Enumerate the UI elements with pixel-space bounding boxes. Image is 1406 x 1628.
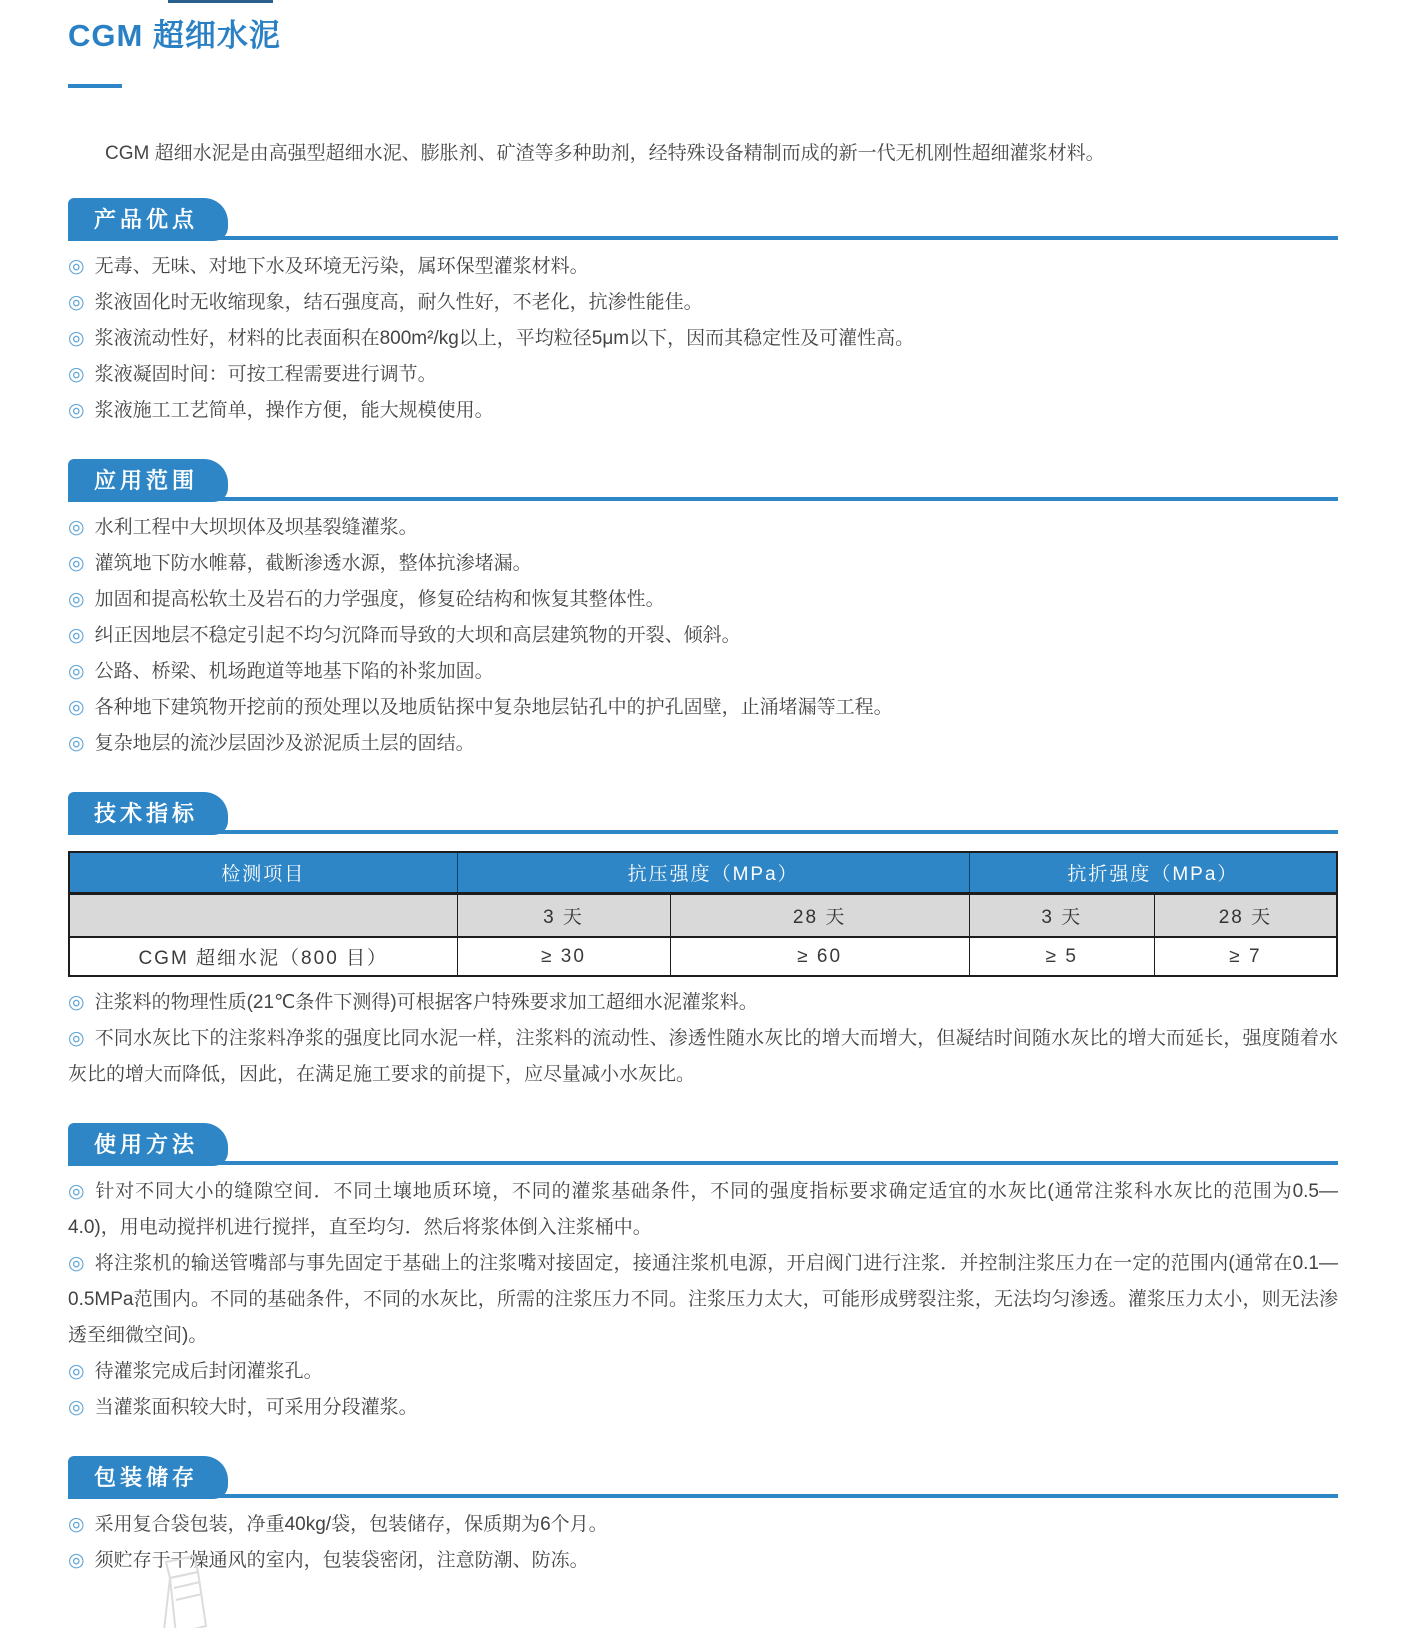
section-packaging-storage: [68, 1456, 1338, 1579]
section-product-advantages: [68, 198, 1338, 429]
list-item-text: 纠正因地层不稳定引起不均匀沉降而导致的大坝和高层建筑物的开裂、倾斜。: [94, 625, 741, 646]
bullet-icon: ◎: [68, 1028, 85, 1049]
list-item-text: 当灌浆面积较大时，可采用分段灌浆。: [94, 1397, 418, 1418]
bullet-icon: ◎: [68, 733, 85, 754]
applications-list: [68, 510, 1338, 762]
section-header: [68, 198, 1338, 241]
value-cell: ≥ 60: [670, 937, 969, 976]
bullet-icon: ◎: [68, 697, 85, 718]
intro-paragraph: CGM 超细水泥是由高强型超细水泥、膨胀剂、矿渣等多种助剂，经特殊设备精制而成的新一代无机刚性超细灌浆材料。: [105, 143, 1105, 164]
tech-specs-table: [68, 851, 1338, 977]
list-item: [68, 1507, 1338, 1543]
cement-bag-watermark-image: [136, 1548, 222, 1628]
value-cell: ≥ 30: [457, 937, 670, 976]
bullet-icon: ◎: [68, 625, 85, 646]
bullet-icon: ◎: [68, 1253, 85, 1274]
table-header-row: [69, 852, 1337, 894]
list-item: [68, 1174, 1338, 1246]
section-header: [68, 1123, 1338, 1166]
list-item-text: 须贮存于干燥通风的室内，包装袋密闭，注意防潮、防冻。: [94, 1550, 589, 1571]
list-item: [68, 985, 1338, 1021]
list-item: [68, 582, 1338, 618]
page-title: CGM 超细水泥: [68, 18, 281, 53]
section-badge: 应用范围: [68, 459, 228, 502]
col-header-flexural-strength: 抗折强度（MPa）: [969, 852, 1337, 894]
value-cell: ≥ 7: [1154, 937, 1337, 976]
list-item: [68, 1543, 1338, 1579]
value-cell: ≥ 5: [969, 937, 1154, 976]
list-item: [68, 1354, 1338, 1390]
bullet-icon: ◎: [68, 364, 85, 385]
subheader-3days: 3 天: [457, 894, 670, 938]
list-item-text: 复杂地层的流沙层固沙及淤泥质土层的固结。: [94, 733, 475, 754]
list-item: [68, 1021, 1338, 1093]
bullet-icon: ◎: [68, 1361, 85, 1382]
section-technical-specs: [68, 792, 1338, 1093]
bullet-icon: ◎: [68, 328, 85, 349]
bullet-icon: ◎: [68, 256, 85, 277]
bullet-icon: ◎: [68, 1181, 86, 1202]
table-row: [69, 937, 1337, 976]
table-subheader-row: [69, 894, 1337, 938]
list-item: [68, 249, 1338, 285]
list-item-text: 浆液流动性好，材料的比表面积在800m²/kg以上，平均粒径5μm以下，因而其稳定性及可灌性高。: [94, 328, 915, 349]
usage-steps-list: [68, 1174, 1338, 1426]
bullet-icon: ◎: [68, 1514, 85, 1535]
bullet-icon: ◎: [68, 661, 85, 682]
subheader-28days: 28 天: [1154, 894, 1337, 938]
list-item-text: 将注浆机的输送管嘴部与事先固定于基础上的注浆嘴对接固定，接通注浆机电源，开启阀门进行注浆．并控制注浆压力在一定的范围内(通常在0.1—0.5MPa范围内。不同的基础条件，不同的水灰比，所需的注浆压力不同。注浆压力太大，可能形成劈裂注浆，无法均匀渗透。灌浆压力太小，则无法渗透至细微空间)。: [68, 1253, 1338, 1346]
subheader-3days: 3 天: [969, 894, 1154, 938]
list-item-text: 针对不同大小的缝隙空间．不同土壤地质环境，不同的灌浆基础条件，不同的强度指标要求确定适宜的水灰比(通常注浆科水灰比的范围为0.5—4.0)，用电动搅拌机进行搅拌，直至均匀．然后将浆体倒入注浆桶中。: [68, 1181, 1338, 1238]
list-item: [68, 285, 1338, 321]
page-top-crop-artifact: [168, 0, 273, 3]
section-application-range: [68, 459, 1338, 762]
section-badge: 使用方法: [68, 1123, 228, 1166]
list-item: [68, 393, 1338, 429]
row-label: CGM 超细水泥（800 目）: [69, 937, 457, 976]
section-badge: 技术指标: [68, 792, 228, 835]
section-header: [68, 1456, 1338, 1499]
list-item: [68, 654, 1338, 690]
subheader-28days: 28 天: [670, 894, 969, 938]
list-item-text: 加固和提高松软土及岩石的力学强度，修复砼结构和恢复其整体性。: [94, 589, 665, 610]
list-item: [68, 618, 1338, 654]
list-item-text: 采用复合袋包装，净重40kg/袋，包装储存，保质期为6个月。: [94, 1514, 608, 1535]
packaging-list: [68, 1507, 1338, 1579]
list-item-text: 不同水灰比下的注浆料净浆的强度比同水泥一样，注浆料的流动性、渗透性随水灰比的增大而增大，但凝结时间随水灰比的增大而延长，强度随着水灰比的增大而降低，因此，在满足施工要求的前提下，应尽量减小水灰比。: [68, 1028, 1338, 1085]
advantages-list: [68, 249, 1338, 429]
empty-cell: [69, 894, 457, 938]
bullet-icon: ◎: [68, 992, 85, 1013]
list-item-text: 公路、桥梁、机场跑道等地基下陷的补浆加固。: [94, 661, 494, 682]
section-header: [68, 459, 1338, 502]
page-header: [68, 16, 1338, 88]
bullet-icon: ◎: [68, 400, 85, 421]
list-item: [68, 510, 1338, 546]
list-item-text: 灌筑地下防水帷幕，截断渗透水源，整体抗渗堵漏。: [94, 553, 532, 574]
list-item: [68, 726, 1338, 762]
list-item-text: 浆液固化时无收缩现象，结石强度高，耐久性好，不老化，抗渗性能佳。: [94, 292, 703, 313]
list-item-text: 待灌浆完成后封闭灌浆孔。: [94, 1361, 323, 1382]
section-usage-method: [68, 1123, 1338, 1426]
list-item-text: 浆液凝固时间：可按工程需要进行调节。: [94, 364, 437, 385]
list-item: [68, 1246, 1338, 1354]
section-header: [68, 792, 1338, 835]
list-item-text: 无毒、无味、对地下水及环境无污染，属环保型灌浆材料。: [94, 256, 589, 277]
list-item: [68, 1390, 1338, 1426]
section-badge: 包装储存: [68, 1456, 228, 1499]
list-item-text: 注浆料的物理性质(21℃条件下测得)可根据客户特殊要求加工超细水泥灌浆料。: [94, 992, 758, 1013]
bullet-icon: ◎: [68, 553, 85, 574]
bullet-icon: ◎: [68, 1550, 85, 1571]
list-item-text: 各种地下建筑物开挖前的预处理以及地质钻探中复杂地层钻孔中的护孔固壁，止涌堵漏等工程。: [94, 697, 893, 718]
list-item-text: 水利工程中大坝坝体及坝基裂缝灌浆。: [94, 517, 418, 538]
list-item: [68, 357, 1338, 393]
title-underline: [68, 84, 122, 88]
spec-notes-list: [68, 985, 1338, 1093]
bullet-icon: ◎: [68, 517, 85, 538]
bullet-icon: ◎: [68, 292, 85, 313]
col-header-test-item: 检测项目: [69, 852, 457, 894]
bullet-icon: ◎: [68, 1397, 85, 1418]
bullet-icon: ◎: [68, 589, 85, 610]
col-header-compressive-strength: 抗压强度（MPa）: [457, 852, 969, 894]
list-item: [68, 546, 1338, 582]
section-badge: 产品优点: [68, 198, 228, 241]
list-item-text: 浆液施工工艺简单，操作方便，能大规模使用。: [94, 400, 494, 421]
list-item: [68, 321, 1338, 357]
list-item: [68, 690, 1338, 726]
